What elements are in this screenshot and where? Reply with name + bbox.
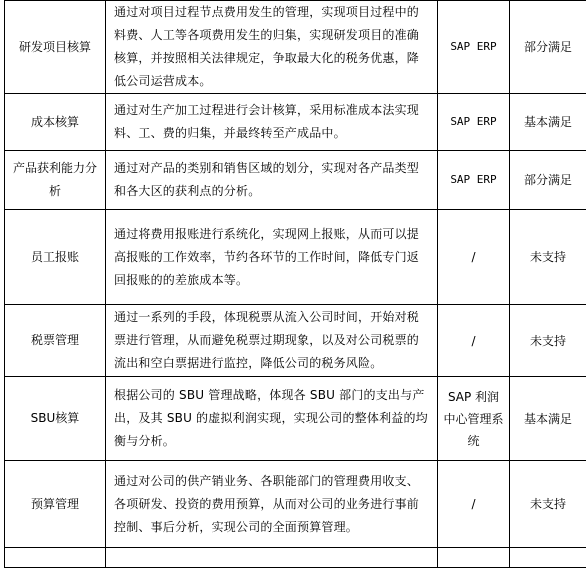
- system-name: SAP ERP: [438, 151, 510, 210]
- system-name: SAP ERP: [438, 1, 510, 94]
- system-name: SAP ERP: [438, 94, 510, 151]
- function-name: 研发项目核算: [5, 1, 106, 94]
- system-name: /: [438, 305, 510, 377]
- function-name: SBU核算: [5, 377, 106, 461]
- function-description: 通过对生产加工过程进行会计核算，采用标准成本法实现料、工、费的归集，并最终转至产成品中。: [106, 94, 438, 151]
- empty-cell: [5, 548, 106, 568]
- support-status: 未支持: [510, 210, 586, 305]
- support-status: 基本满足: [510, 94, 586, 151]
- function-description: 通过一系列的手段，体现税票从流入公司时间，开始对税票进行管理，从而避免税票过期现象，以及对公司税票的流出和空白票据进行监控，降低公司的税务风险。: [106, 305, 438, 377]
- function-description: 通过将费用报账进行系统化，实现网上报账，从而可以提高报账的工作效率，节约各环节的工作时间，降低专门返回报账的的差旅成本等。: [106, 210, 438, 305]
- support-status: 基本满足: [510, 377, 586, 461]
- function-name: 成本核算: [5, 94, 106, 151]
- table-row: [5, 151, 586, 210]
- function-name: 员工报账: [5, 210, 106, 305]
- empty-cell: [510, 548, 586, 568]
- support-status: 部分满足: [510, 151, 586, 210]
- empty-cell: [106, 548, 438, 568]
- function-name: 税票管理: [5, 305, 106, 377]
- support-status: 未支持: [510, 305, 586, 377]
- function-description: 通过对公司的供产销业务、各职能部门的管理费用收支、各项研发、投资的费用预算，从而对公司的业务进行事前控制、事后分析，实现公司的全面预算管理。: [106, 461, 438, 548]
- function-description: 通过对项目过程节点费用发生的管理，实现项目过程中的料费、人工等各项费用发生的归集，实现研发项目的准确核算，并按照相关法律规定，争取最大化的税务优惠，降低公司运营成本。: [106, 1, 438, 94]
- table-row-partial: [5, 548, 586, 568]
- table-row: [5, 94, 586, 151]
- function-support-table: [4, 0, 586, 568]
- support-status: 未支持: [510, 461, 586, 548]
- table-row: [5, 377, 586, 461]
- system-name: /: [438, 461, 510, 548]
- function-name: 预算管理: [5, 461, 106, 548]
- empty-cell: [438, 548, 510, 568]
- function-name: 产品获利能力分析: [5, 151, 106, 210]
- system-name: SAP 利润中心管理系统: [438, 377, 510, 461]
- system-name: /: [438, 210, 510, 305]
- support-status: 部分满足: [510, 1, 586, 94]
- function-description: 通过对产品的类别和销售区域的划分，实现对各产品类型和各大区的获利点的分析。: [106, 151, 438, 210]
- table-row: [5, 210, 586, 305]
- function-description: 根据公司的 SBU 管理战略，体现各 SBU 部门的支出与产出，及其 SBU 的虚拟利润实现，实现公司的整体利益的均衡与分析。: [106, 377, 438, 461]
- table-row: [5, 461, 586, 548]
- table-row: [5, 305, 586, 377]
- table-row: [5, 1, 586, 94]
